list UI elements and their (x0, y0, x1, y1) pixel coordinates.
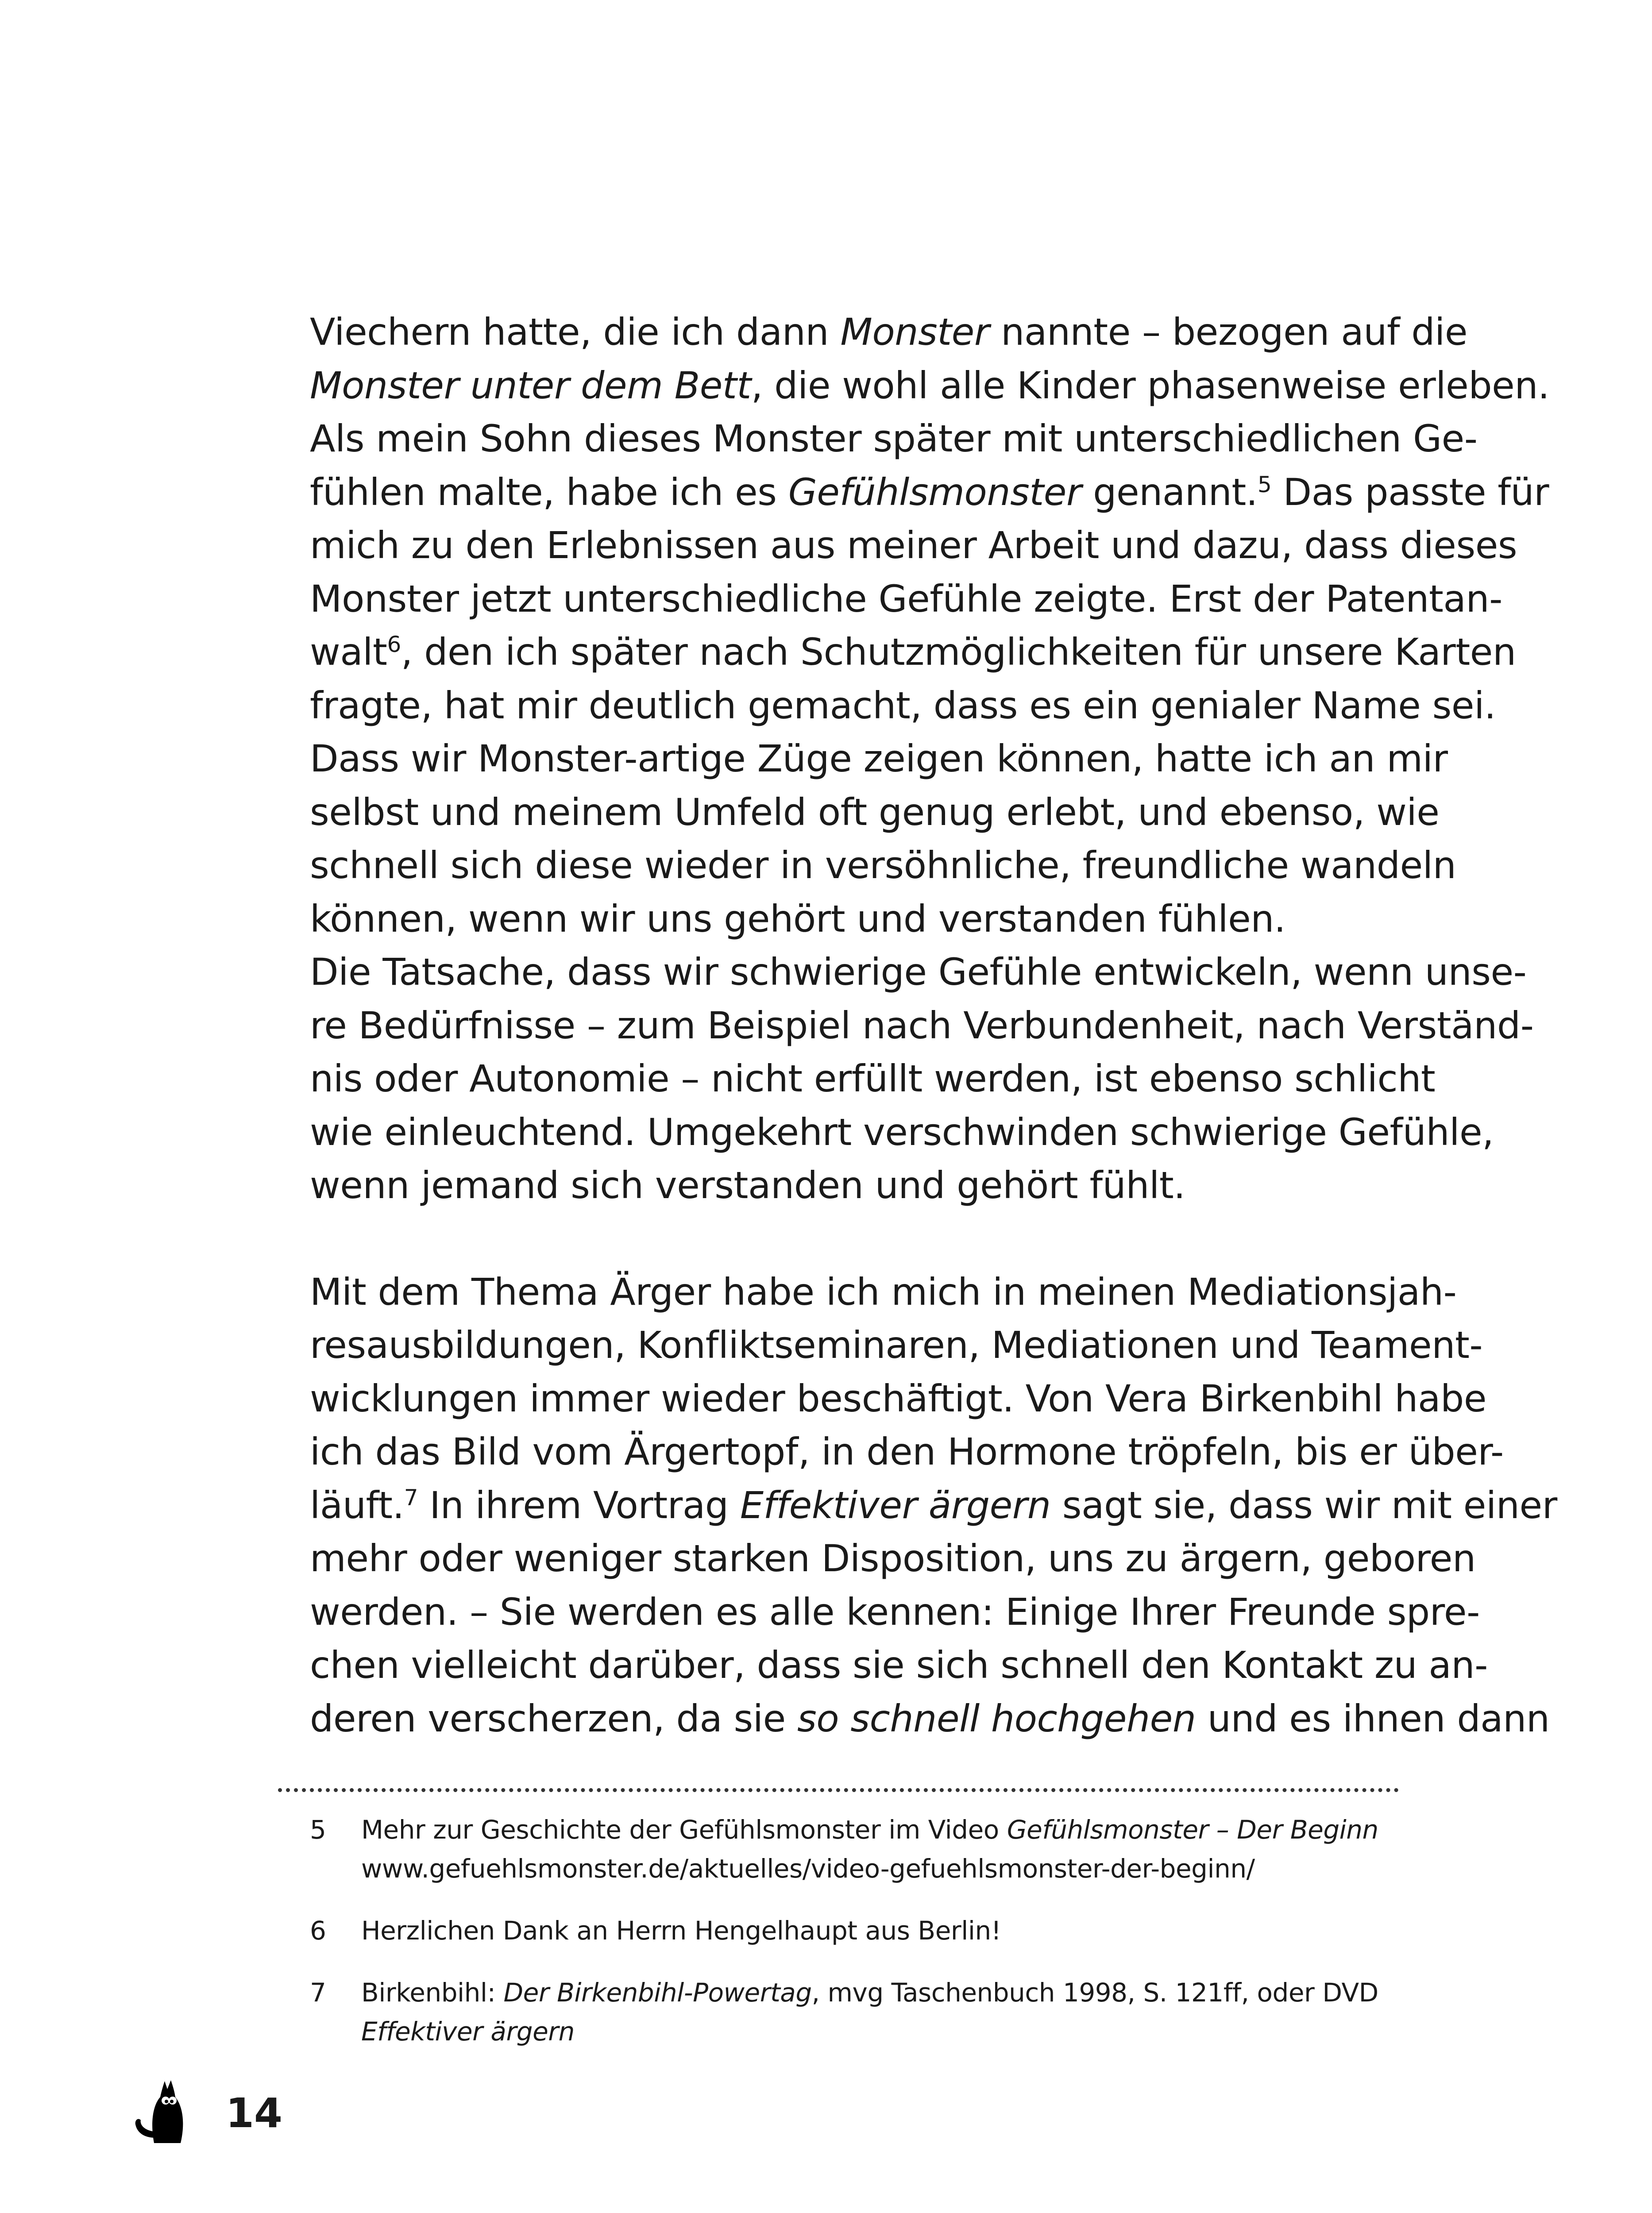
body-line (310, 1159, 1399, 1212)
body-line (310, 999, 1534, 1053)
footnote-text: Mehr zur Geschichte der Gefühlsmonster im Video (361, 1815, 1007, 1845)
footnote-text: www.gefuehlsmonster.de/aktuelles/video-gefuehlsmonster-der-beginn/ (361, 1854, 1255, 1884)
text-segment: mich zu den Erlebnissen aus meiner Arbeit und dazu, dass dieses (310, 524, 1517, 567)
text-segment: Monster (840, 310, 989, 354)
text-segment: läuft. (310, 1483, 404, 1527)
text-segment: Die Tatsache, dass wir schwierige Gefühle entwickeln, wenn unse- (310, 950, 1527, 994)
footnote-text: Effektiver ärgern (361, 2016, 575, 2047)
monster-icon (133, 2071, 199, 2147)
text-segment: re Bedürfnisse – zum Beispiel nach Verbundenheit, nach Verständ- (310, 1003, 1534, 1047)
footnote-ref: 7 (404, 1484, 418, 1511)
body-line (310, 466, 1549, 519)
text-segment: fragte, hat mir deutlich gemacht, dass es ein genialer Name sei. (310, 683, 1496, 727)
body-line (310, 732, 1448, 786)
body-line (310, 1532, 1476, 1585)
text-segment: wie einleuchtend. Umgekehrt verschwinden schwierige Gefühle, (310, 1110, 1494, 1154)
footnote-text: Herzlichen Dank an Herrn Hengelhaupt aus Berlin! (361, 1916, 1001, 1946)
text-segment: schnell sich diese wieder in versöhnliche, freundliche wandeln (310, 844, 1456, 887)
body-line (310, 1052, 1436, 1106)
body-line (310, 519, 1517, 572)
body-line (310, 679, 1496, 733)
text-segment: mehr oder weniger starken Disposition, uns zu ärgern, geboren (310, 1537, 1476, 1580)
body-line (310, 625, 1516, 679)
footnote-text: , mvg Taschenbuch 1998, S. 121ff, oder DVD (811, 1978, 1378, 2008)
text-segment: In ihrem Vortrag (418, 1483, 740, 1527)
body-line (310, 305, 1468, 359)
body-line (310, 1319, 1483, 1372)
body-line (310, 1585, 1480, 1639)
text-segment: , den ich später nach Schutzmöglichkeiten für unsere Karten (401, 630, 1516, 674)
body-line (310, 1372, 1486, 1426)
text-segment: Gefühlsmonster (788, 470, 1081, 514)
text-segment: werden. – Sie werden es alle kennen: Einige Ihrer Freunde spre- (310, 1590, 1480, 1634)
text-segment: wenn jemand sich verstanden und gehört fühlt. (310, 1164, 1185, 1207)
body-line (310, 1425, 1504, 1479)
footnote-text: Der Birkenbihl-Powertag (503, 1978, 812, 2008)
text-segment: nannte – bezogen auf die (989, 310, 1468, 354)
text-segment: Mit dem Thema Ärger habe ich mich in meinen Mediationsjah- (310, 1270, 1457, 1314)
footnote-text: Gefühlsmonster – Der Beginn (1007, 1815, 1378, 1845)
footnote-line (361, 2012, 1399, 2051)
body-line (310, 945, 1527, 999)
body-line (310, 359, 1550, 413)
text-segment: und es ihnen dann (1196, 1696, 1550, 1740)
text-segment: so schnell hochgehen (797, 1696, 1196, 1740)
text-segment: Als mein Sohn dieses Monster später mit unterschiedlichen Ge- (310, 417, 1478, 460)
text-segment: genannt. (1081, 470, 1258, 514)
body-line (310, 1265, 1457, 1319)
body-line (310, 572, 1502, 626)
footnote-number: 7 (310, 1978, 326, 2008)
text-segment: , die wohl alle Kinder phasenweise erleben. (751, 363, 1550, 407)
text-segment: wicklungen immer wieder beschäftigt. Von Vera Birkenbihl habe (310, 1376, 1486, 1420)
footnote-line (361, 1911, 1399, 1950)
footnote-separator (278, 1788, 1399, 1792)
text-segment: chen vielleicht darüber, dass sie sich schnell den Kontakt zu an- (310, 1643, 1488, 1687)
text-segment: nis oder Autonomie – nicht erfüllt werden, ist ebenso schlicht (310, 1057, 1436, 1100)
footnote-number: 5 (310, 1815, 326, 1845)
footnote (310, 1911, 1399, 1950)
text-segment: Dass wir Monster-artige Züge zeigen können, hatte ich an mir (310, 737, 1448, 780)
text-segment: Viechern hatte, die ich dann (310, 310, 841, 354)
body-line (310, 1479, 1557, 1532)
text-segment: können, wenn wir uns gehört und verstanden fühlen. (310, 897, 1286, 941)
main-text (310, 305, 1557, 1745)
body-line (310, 839, 1456, 892)
text-segment: Monster unter dem Bett (310, 363, 751, 407)
body-line (310, 892, 1399, 946)
footnote (310, 1973, 1399, 2051)
text-segment: deren verscherzen, da sie (310, 1696, 798, 1740)
body-line (310, 1639, 1488, 1692)
footnote (310, 1810, 1399, 1888)
footnote-ref: 5 (1258, 471, 1272, 497)
text-segment: Das passte für (1271, 470, 1549, 514)
text-segment: resausbildungen, Konfliktseminaren, Mediationen und Teament- (310, 1323, 1483, 1367)
text-segment: Monster jetzt unterschiedliche Gefühle zeigte. Erst der Patentan- (310, 577, 1502, 621)
text-segment: fühlen malte, habe ich es (310, 470, 788, 514)
body-line (310, 1692, 1550, 1746)
text-segment: ich das Bild vom Ärgertopf, in den Hormone tröpfeln, bis er über- (310, 1430, 1504, 1473)
footnote-ref: 6 (387, 632, 401, 657)
footnotes (310, 1810, 1399, 2074)
text-segment: Effektiver ärgern (740, 1483, 1051, 1527)
body-line (310, 412, 1478, 466)
footnote-line (361, 1810, 1399, 1849)
footnote-line (361, 1849, 1399, 1888)
footnote-number: 6 (310, 1916, 326, 1946)
footnote-text: Birkenbihl: (361, 1978, 504, 2008)
page-number: 14 (226, 2090, 283, 2137)
text-segment: sagt sie, dass wir mit einer (1050, 1483, 1557, 1527)
text-segment: selbst und meinem Umfeld oft genug erlebt, und ebenso, wie (310, 790, 1440, 834)
body-line (310, 786, 1440, 839)
text-segment: walt (310, 630, 387, 674)
body-line (310, 1106, 1494, 1159)
footnote-line (361, 1973, 1399, 2012)
